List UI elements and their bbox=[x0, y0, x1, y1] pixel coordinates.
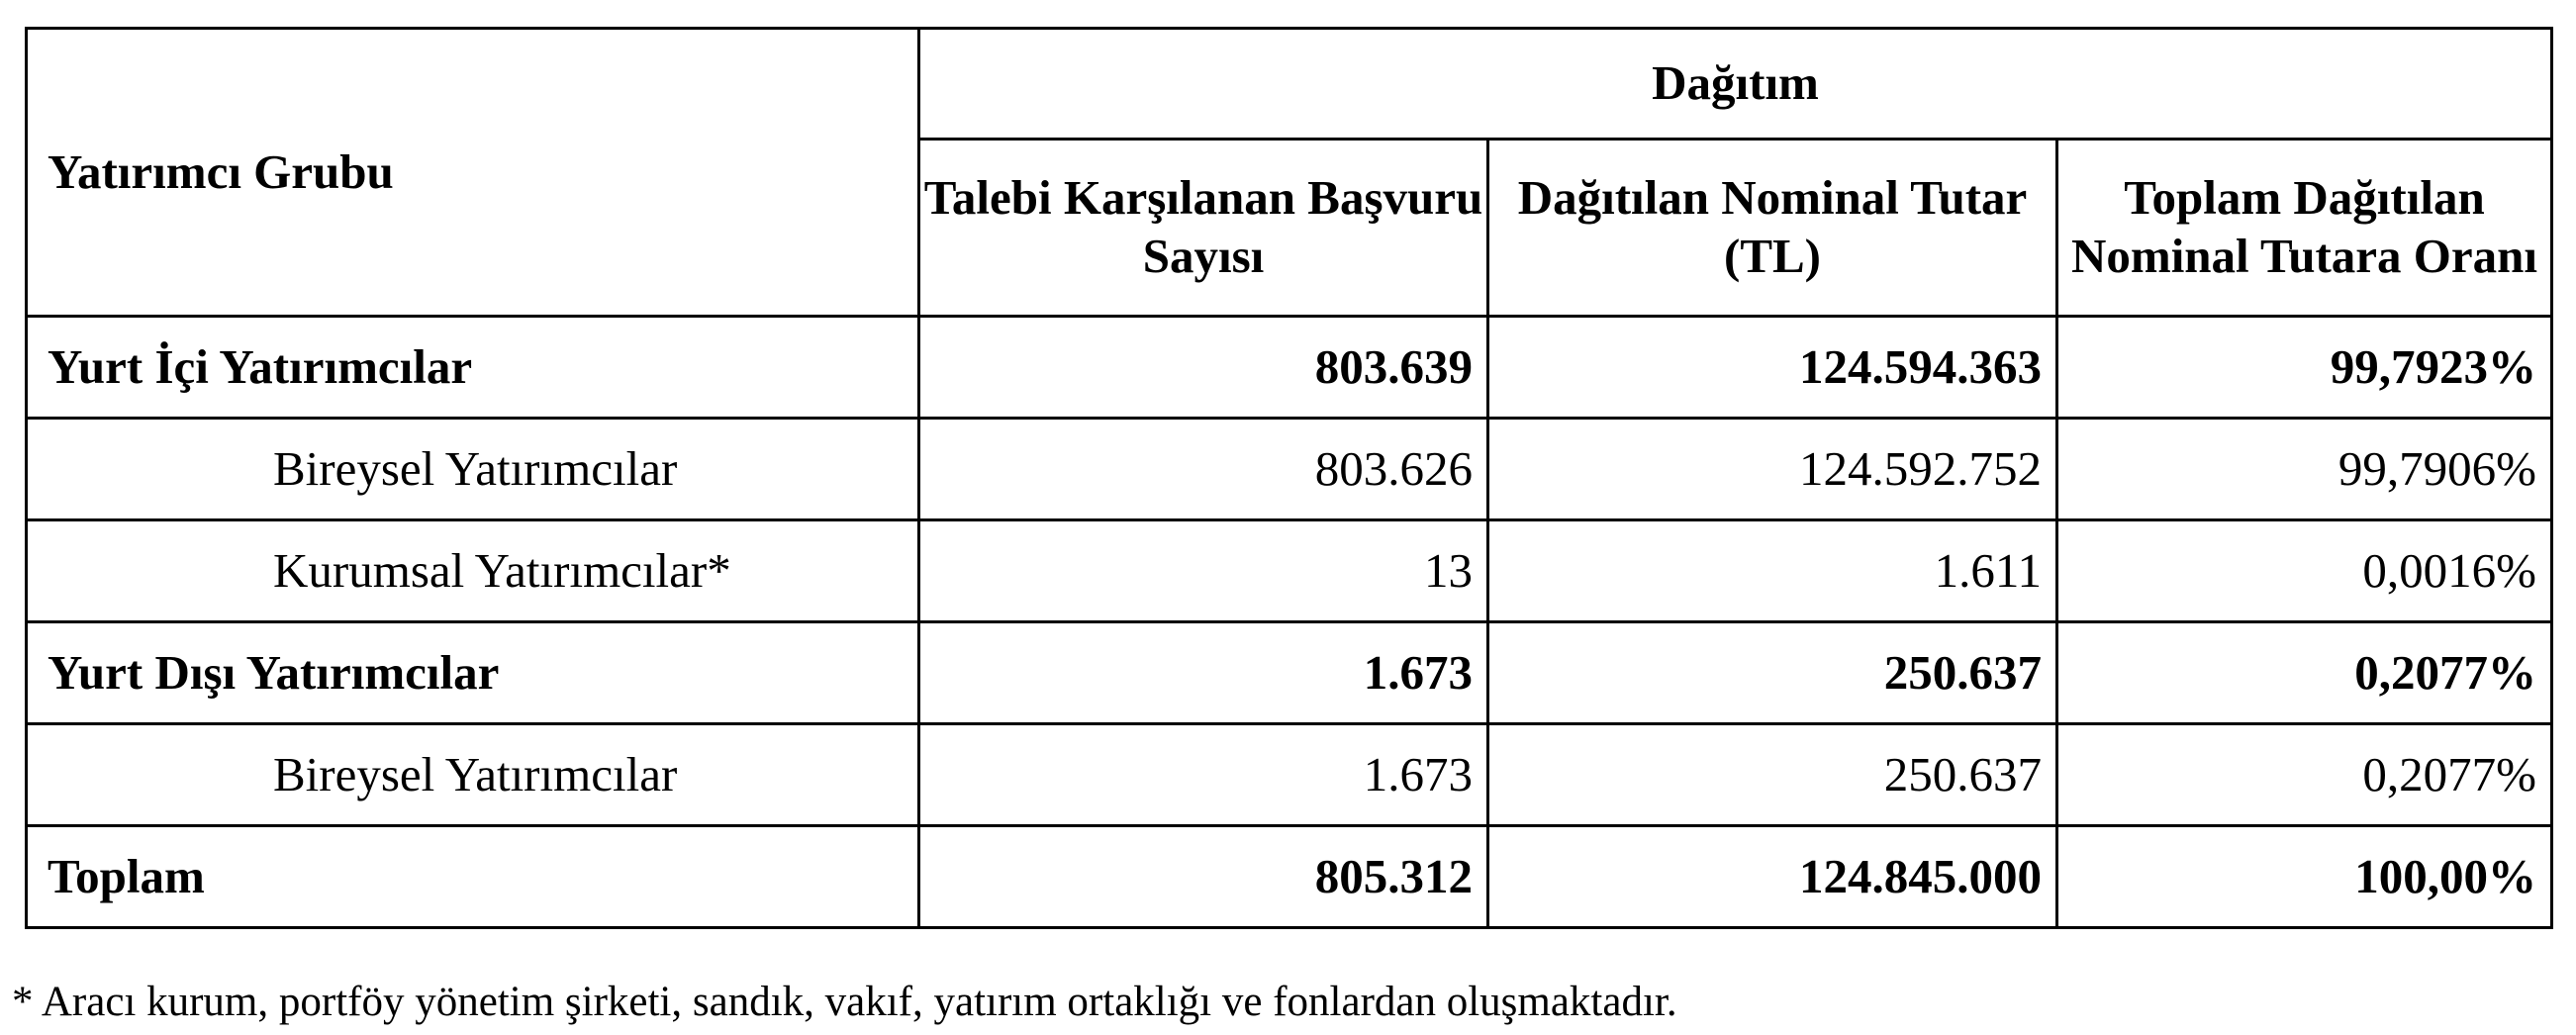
row-label: Bireysel Yatırımcılar bbox=[27, 724, 919, 826]
table-row bbox=[27, 419, 2552, 520]
column-header-nominal-amount: Dağıtılan Nominal Tutar (TL) bbox=[1488, 140, 2057, 317]
column-header-application-count: Talebi Karşılanan Başvuru Sayısı bbox=[919, 140, 1488, 317]
row-label: Yurt İçi Yatırımcılar bbox=[27, 317, 919, 419]
investor-group-header: Yatırımcı Grubu bbox=[27, 29, 919, 317]
ratio-cell: 99,7923% bbox=[2057, 317, 2552, 419]
table-row bbox=[27, 622, 2552, 724]
application-count-cell: 803.626 bbox=[919, 419, 1488, 520]
application-count-cell: 1.673 bbox=[919, 724, 1488, 826]
row-label: Kurumsal Yatırımcılar* bbox=[27, 520, 919, 622]
application-count-cell: 805.312 bbox=[919, 826, 1488, 928]
row-label: Yurt Dışı Yatırımcılar bbox=[27, 622, 919, 724]
application-count-cell: 803.639 bbox=[919, 317, 1488, 419]
row-label: Toplam bbox=[27, 826, 919, 928]
row-label: Bireysel Yatırımcılar bbox=[27, 419, 919, 520]
header-row-top bbox=[27, 29, 2552, 140]
table-row bbox=[27, 826, 2552, 928]
ratio-cell: 100,00% bbox=[2057, 826, 2552, 928]
nominal-amount-cell: 124.594.363 bbox=[1488, 317, 2057, 419]
nominal-amount-cell: 250.637 bbox=[1488, 622, 2057, 724]
distribution-table bbox=[25, 27, 2553, 929]
table-row bbox=[27, 520, 2552, 622]
column-header-ratio: Toplam Dağıtılan Nominal Tutara Oranı bbox=[2057, 140, 2552, 317]
ratio-cell: 0,2077% bbox=[2057, 724, 2552, 826]
application-count-cell: 1.673 bbox=[919, 622, 1488, 724]
table-body bbox=[27, 317, 2552, 928]
application-count-cell: 13 bbox=[919, 520, 1488, 622]
nominal-amount-cell: 1.611 bbox=[1488, 520, 2057, 622]
ratio-cell: 0,2077% bbox=[2057, 622, 2552, 724]
nominal-amount-cell: 250.637 bbox=[1488, 724, 2057, 826]
nominal-amount-cell: 124.592.752 bbox=[1488, 419, 2057, 520]
footnote: * Aracı kurum, portföy yönetim şirketi, sandık, vakıf, yatırım ortaklığı ve fonlardan oluşmaktadır. bbox=[12, 979, 1677, 1025]
nominal-amount-cell: 124.845.000 bbox=[1488, 826, 2057, 928]
distribution-header: Dağıtım bbox=[919, 29, 2552, 140]
ratio-cell: 0,0016% bbox=[2057, 520, 2552, 622]
ratio-cell: 99,7906% bbox=[2057, 419, 2552, 520]
table-row bbox=[27, 317, 2552, 419]
table-row bbox=[27, 724, 2552, 826]
